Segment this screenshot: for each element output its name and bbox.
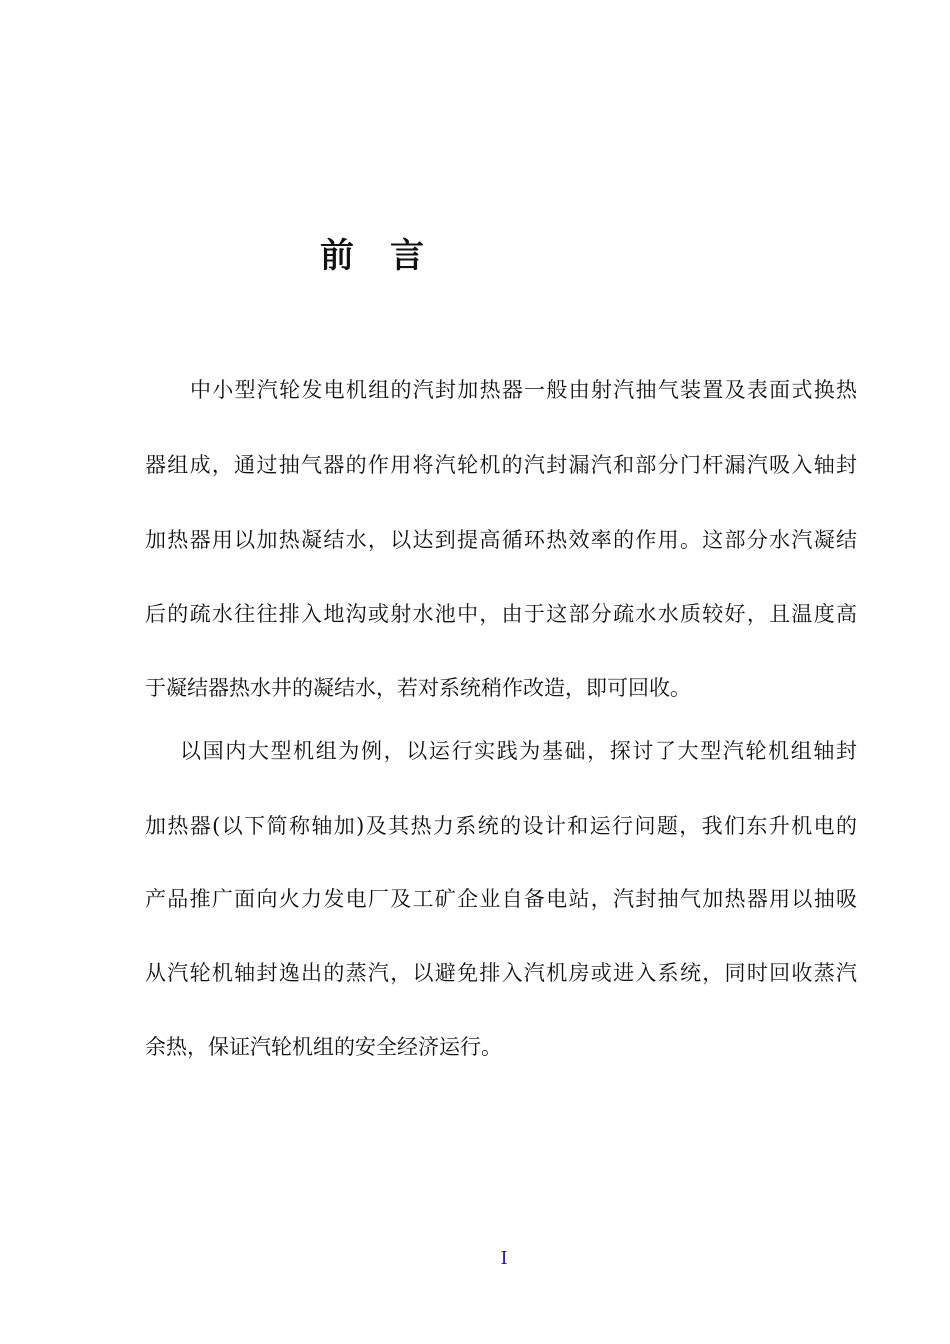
page-title: 前言	[320, 236, 460, 276]
text-line: 中小型汽轮发电机组的汽封加热器一般由射汽抽气装置及表面式换热	[190, 378, 857, 402]
page-number: I	[500, 1248, 508, 1269]
text-line: 加热器(以下简称轴加)及其热力系统的设计和运行问题，我们东升机电的	[145, 814, 857, 838]
text-line: 余热，保证汽轮机组的安全经济运行。	[145, 1035, 502, 1059]
text-line: 产品推广面向火力发电厂及工矿企业自备电站，汽封抽气加热器用以抽吸	[145, 887, 857, 911]
text-line: 以国内大型机组为例，以运行实践为基础，探讨了大型汽轮机组轴封	[180, 739, 857, 763]
text-line: 器组成，通过抽气器的作用将汽轮机的汽封漏汽和部分门杆漏汽吸入轴封	[145, 453, 857, 477]
text-line: 加热器用以加热凝结水，以达到提高循环热效率的作用。这部分水汽凝结	[145, 528, 857, 552]
text-line: 于凝结器热水井的凝结水，若对系统稍作改造，即可回收。	[145, 676, 691, 700]
text-line: 后的疏水往往排入地沟或射水池中，由于这部分疏水水质较好，且温度高	[145, 602, 857, 626]
text-line: 从汽轮机轴封逸出的蒸汽，以避免排入汽机房或进入系统，同时回收蒸汽	[145, 961, 857, 985]
